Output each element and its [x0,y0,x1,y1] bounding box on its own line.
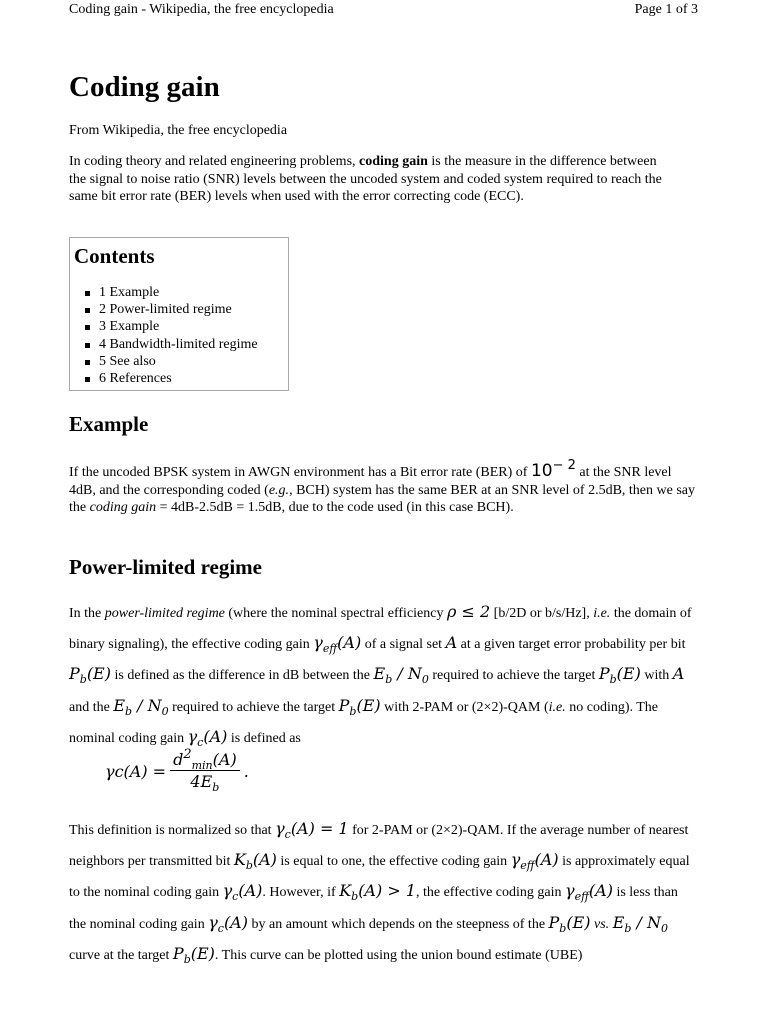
math-subscript: 0 [421,673,429,687]
italic-text: i.e. [548,699,566,715]
print-header-page: Page 1 of 3 [634,2,698,17]
text: (where the nominal spectral efficiency [224,606,447,621]
math-text: P [598,664,610,684]
text: . However, if [262,885,340,901]
math-text: / N [636,912,661,932]
italic-text: coding gain [89,500,157,515]
text: the domain of binary signaling), the effective coding gain [69,606,692,653]
math-gamma-eff [565,881,613,904]
math-text: γ [187,726,198,746]
text: at a given target error probability per bit [457,637,686,653]
math-text: (A) [203,726,228,746]
page-title: Coding gain [69,71,220,103]
math-A: A [672,664,685,684]
text: at the SNR level 4dB, and the corresponding coded ( [69,465,672,498]
math-subscript: c [197,735,204,749]
print-header-title: Coding gain - Wikipedia, the free encyclopedia [69,2,334,17]
math-subscript: b [559,921,567,935]
intro-bold-term: coding gain [359,154,428,169]
math-text: (A) [223,912,248,932]
text: , the effective coding gain [415,885,566,901]
italic-text: e.g. [268,482,290,498]
text: In the [69,606,105,621]
text: with 2-PAM or (2×2)-QAM ( [380,699,549,715]
math-text: (E) [190,943,215,963]
math-A: A [445,633,458,653]
math-Kb [233,850,277,873]
normalization-paragraph [69,814,697,970]
section-heading-power-limited: Power-limited regime [69,555,262,579]
math-Pb [69,664,111,687]
math-gamma-c [275,819,349,841]
text: curve at the target [69,947,173,963]
intro-text: is the measure in the difference between the signal to noise ratio (SNR) levels between the uncoded system and coded system required to reach the same bit error rate (BER) levels when used with the error correcting code (ECC). [69,154,662,204]
math-text: E [612,912,625,932]
equation-denominator [190,771,219,793]
text: . This curve can be plotted using the union bound estimate (UBE) [214,947,583,963]
text: is equal to one, the effective coding gain [276,854,511,870]
math-subscript: b [245,859,253,873]
math-text: P [172,943,184,963]
math-text: (E) [616,664,641,684]
math-text: (E) [566,912,591,932]
math-text: (E) [86,664,111,684]
math-text: (A) = 1 [290,819,349,838]
math-subscript: eff [520,859,535,873]
math-subscript: b [624,921,632,935]
math-subscript: b [609,673,617,687]
math-rho: ρ ≤ 2 [446,602,491,621]
math-text: K [233,850,246,870]
power-paragraph [69,597,697,753]
math-ber [530,458,576,481]
math-text: / N [397,664,422,684]
article-source: From Wikipedia, the free encyclopedia [69,123,288,138]
section-heading-example: Example [69,412,149,436]
toc-item[interactable]: 1 Example [99,284,284,301]
math-text: (A) [212,750,237,769]
math-subscript: min [191,759,213,772]
text: no coding). The nominal coding gain [69,699,659,746]
italic-text: i.e. [593,606,611,621]
math-subscript: 0 [661,921,668,935]
math-text: (A) > 1 [358,881,416,901]
math-Pb [172,943,215,966]
text: and the [69,699,114,715]
text: is less than the nominal coding gain [69,885,678,932]
math-text: (E) [356,695,381,715]
math-exponent: − 2 [552,458,576,473]
math-EbN0 [612,912,668,935]
text: of a signal set [361,637,446,653]
text: = 4dB-2.5dB = 1.5dB, due to the code used (in this case BCH). [156,500,514,515]
math-EbN0 [373,664,429,687]
math-subscript: 0 [161,704,169,718]
intro-paragraph [69,153,669,206]
math-text: P [338,695,350,715]
math-text: d [173,750,184,769]
math-subscript: c [284,828,291,841]
math-Pb [338,695,381,718]
math-subscript: b [385,673,393,687]
math-text: (A) [252,850,277,870]
math-Pb [548,912,591,935]
table-of-contents [69,237,289,391]
text: for 2-PAM or (2×2)-QAM. If the average number of nearest neighbors per transmitted bit [69,823,689,870]
math-text: γ [313,633,323,653]
math-subscript: b [351,890,359,904]
math-subscript: b [183,952,191,966]
math-subscript: b [349,704,357,718]
math-text: P [69,664,80,684]
equation-fraction [170,747,240,794]
math-text: γ [565,881,575,901]
math-text: E [373,664,386,684]
math-subscript: b [212,781,220,794]
math-text: (A) [238,881,263,901]
math-gamma-c [222,881,263,904]
print-header [69,0,698,20]
toc-title: Contents [74,244,155,268]
math-subscript: b [125,704,133,718]
text: with [640,668,673,684]
math-EbN0 [113,695,169,718]
text: If the uncoded BPSK system in AWGN environment has a Bit error rate (BER) of [69,465,531,480]
example-paragraph [69,458,697,517]
italic-text: power-limited regime [104,606,225,621]
text: [b/2D or b/s/Hz], [490,606,594,621]
math-text: E [113,695,126,715]
toc-item[interactable]: 5 See also [99,353,284,370]
text: required to achieve the target [428,668,599,684]
math-text: γ [275,819,285,838]
text: is approximately equal to the nominal coding gain [69,854,690,901]
math-text: γ [510,850,521,870]
math-subscript: eff [322,642,338,656]
text: is defined as [227,730,301,746]
math-superscript: 2 [183,747,192,762]
toc-item[interactable]: 6 References [99,370,284,387]
text: by an amount which depends on the steepness of the [247,916,549,932]
math-gamma-eff [313,633,362,656]
equation-numerator [170,747,240,772]
math-gamma-c [187,726,228,749]
math-text: . [243,761,249,781]
math-subscript: eff [574,890,589,904]
equation-lhs: γc(A) = [105,761,167,781]
math-text: K [339,881,352,901]
math-text: / N [137,695,162,715]
text: required to achieve the target [168,699,339,715]
math-gamma-c [208,912,248,935]
math-text: γ [208,912,218,932]
toc-list [74,284,284,387]
math-subscript: c [217,921,224,935]
math-text: 4E [190,772,213,791]
math-text: γ [222,881,233,901]
math-subscript: b [79,673,87,687]
text: , BCH) system has the same BER at an SNR level of 2.5dB, then we say the [69,482,696,515]
math-subscript: c [232,890,239,904]
italic-text: vs. [594,916,610,932]
intro-text: In coding theory and related engineering problems, [69,154,360,169]
math-text: (A) [337,633,362,653]
toc-item[interactable]: 4 Bandwidth-limited regime [99,336,284,353]
text: This definition is normalized so that [69,823,276,838]
nominal-coding-gain-equation [105,747,249,794]
math-text: 10 [530,461,553,481]
math-Pb [598,664,641,687]
math-text: (A) [534,850,559,870]
text: is defined as the difference in dB between the [110,668,374,684]
math-Kb [339,881,416,904]
math-text: (A) [588,881,613,901]
toc-item[interactable]: 3 Example [99,318,284,335]
toc-item[interactable]: 2 Power-limited regime [99,301,284,318]
math-text: P [548,912,560,932]
math-gamma-eff [510,850,559,873]
